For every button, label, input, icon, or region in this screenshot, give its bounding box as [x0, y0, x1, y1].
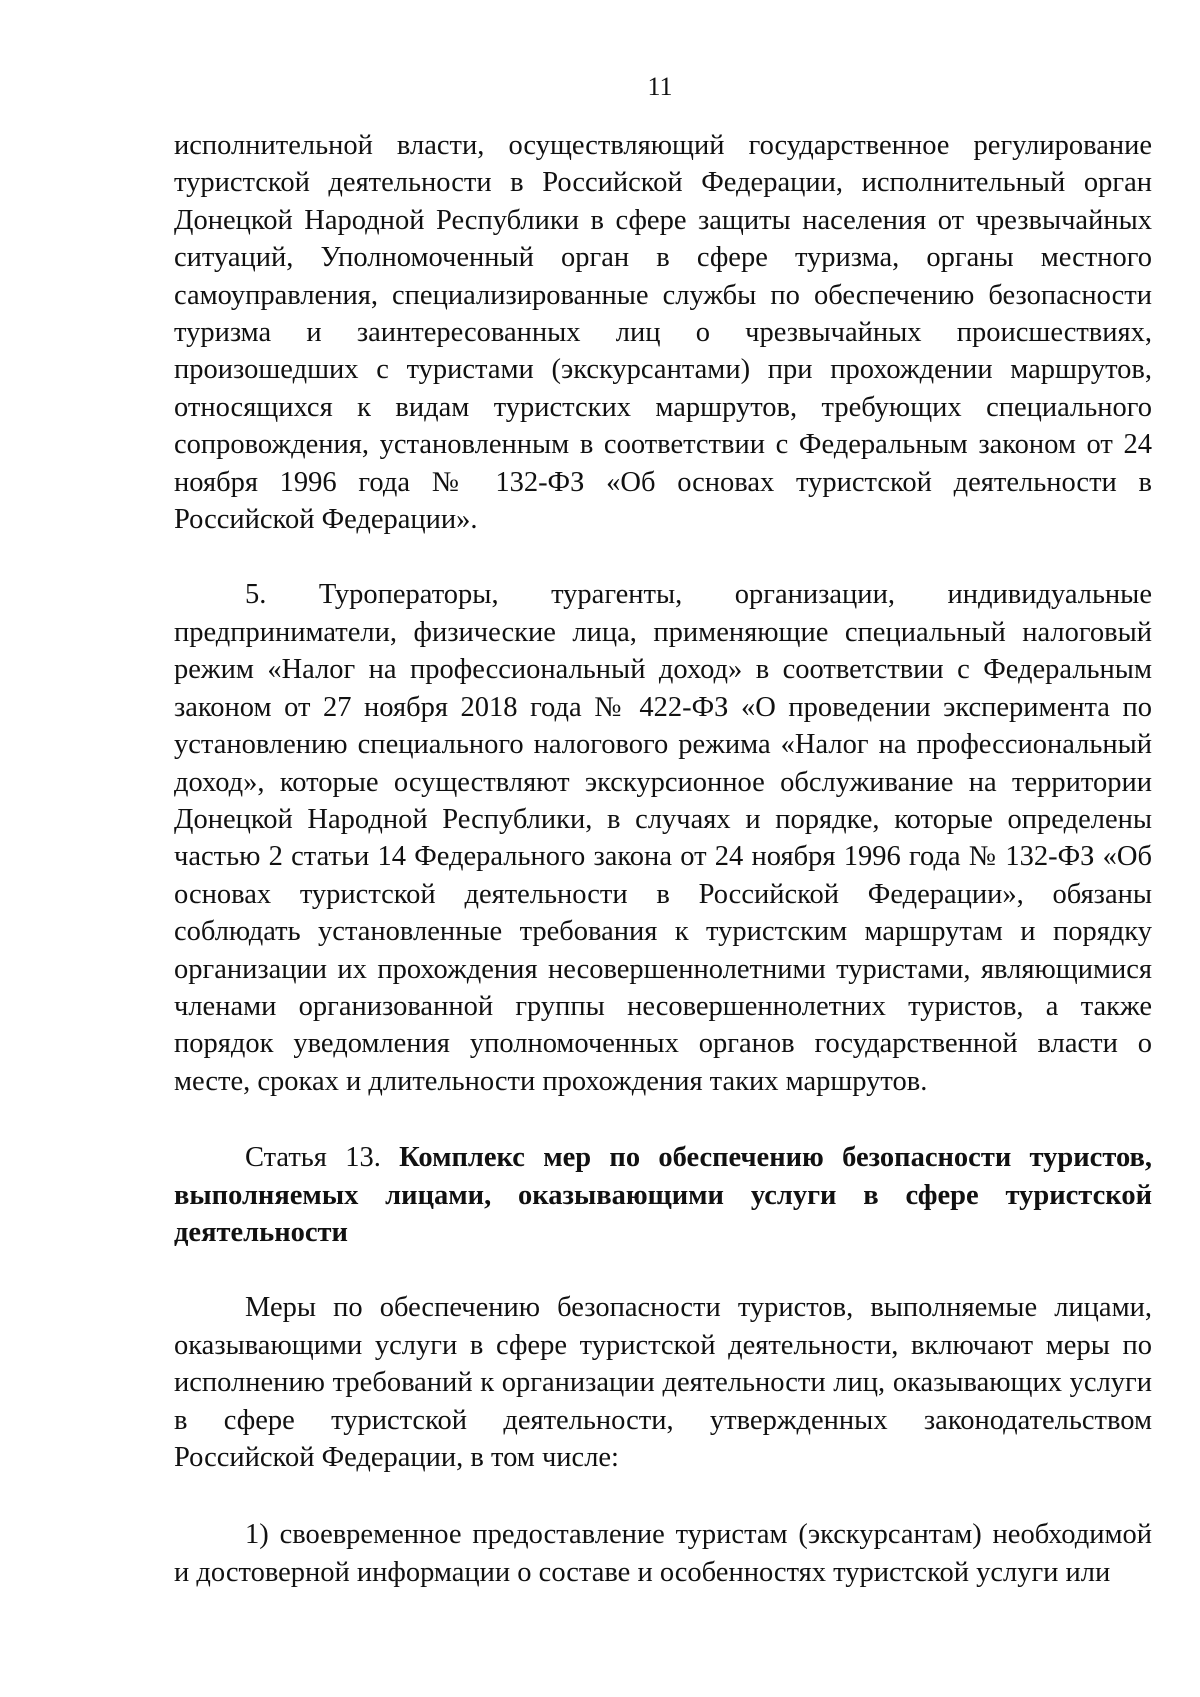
paragraph-continuation: исполнительной власти, осуществляющий государственное регулирование туристской деятельности в Российской Федерации, исполнительный орган Донецкой Народной Республики в сфере защиты населения от чрезвычайных ситуаций, Уполномоченный орган в сфере туризма, органы местного самоуправления, специализированные службы по обеспечению безопасности туризма и заинтересованных лиц о чрезвычайных происшествиях, произошедших с туристами (экскурсантами) при прохождении маршрутов, относящихся к видам туристских маршрутов, требующих специального сопровождения, установленным в соответствии с Федеральным законом от 24 ноября 1996 года № 132-ФЗ «Об основах туристской деятельности в Российской Федерации».: [174, 130, 1152, 536]
page-number: 11: [647, 72, 673, 101]
document-body: [174, 127, 1152, 1591]
article-title: Комплекс мер по обеспечению безопасности туристов, выполняемых лицами, оказывающими услуги в сфере туристской деятельности: [174, 1142, 1152, 1248]
article-label: Статья 13.: [245, 1142, 381, 1174]
paragraph-item-1: 1) своевременное предоставление туристам (экскурсантам) необходимой и достоверной информации о составе и особенностях туристской услуги или: [174, 1519, 1152, 1588]
paragraph-measures: Меры по обеспечению безопасности туристов, выполняемые лицами, оказывающими услуги в сфере туристской деятельности, включают меры по исполнению требований к организации деятельности лиц, оказывающих услуги в сфере туристской деятельности, утвержденных законодательством Российской Федерации, в том числе:: [174, 1292, 1152, 1473]
paragraph-item-5: 5. Туроператоры, турагенты, организации, индивидуальные предприниматели, физические лица, применяющие специальный налоговый режим «Налог на профессиональный доход» в соответствии с Федеральным законом от 27 ноября 2018 года № 422-ФЗ «О проведении эксперимента по установлению специального налогового режима «Налог на профессиональный доход», которые осуществляют экскурсионное обслуживание на территории Донецкой Народной Республики, в случаях и порядке, которые определены частью 2 статьи 14 Федерального закона от 24 ноября 1996 года № 132-ФЗ «Об основах туристской деятельности в Российской Федерации», обязаны соблюдать установленные требования к туристским маршрутам и порядку организации их прохождения несовершеннолетними туристами, являющимися членами организованной группы несовершеннолетних туристов, а также порядок уведомления уполномоченных органов государственной власти о месте, сроках и длительности прохождения таких маршрутов.: [174, 579, 1152, 1097]
article-heading: [174, 1139, 1152, 1251]
